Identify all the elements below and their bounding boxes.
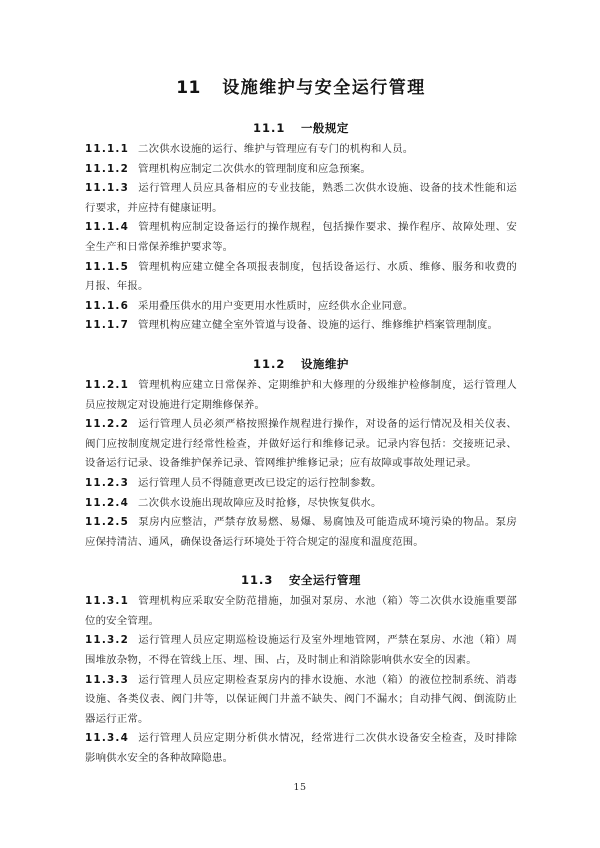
clause-number: 11.3.3	[85, 673, 130, 686]
clause-text: 运行管理人员必须严格按照操作规程进行操作，对设备的运行情况及相关仪表、阀门应按制度规定进行经常性检查，并做好运行和维修记录。记录内容包括：交接班记录、设备运行记录、设备维护保养记录、管网维护维修记录；应有故障或事故处理记录。	[85, 418, 517, 470]
chapter-title-text: 设施维护与安全运行管理	[222, 78, 426, 98]
clause	[85, 297, 517, 317]
clause-text: 管理机构应制定二次供水的管理制度和应急预案。	[138, 162, 372, 175]
clause-text: 管理机构应建立日常保养、定期维护和大修理的分级维护检修制度，运行管理人员应按规定对设施进行定期维修保养。	[85, 378, 517, 411]
clause-number: 11.3.1	[85, 595, 130, 608]
clause-number: 11.3.2	[85, 634, 130, 647]
section-clauses	[85, 592, 517, 768]
clause-number: 11.1.4	[85, 221, 130, 234]
clause	[85, 258, 517, 297]
section-title: 安全运行管理	[288, 573, 361, 588]
page-content	[85, 76, 517, 769]
clause-number: 11.2.4	[85, 496, 130, 509]
clause-text: 二次供水设施出现故障应及时抢修，尽快恢复供水。	[138, 496, 382, 509]
clause	[85, 671, 517, 730]
section-heading	[85, 121, 517, 135]
section-heading	[85, 573, 517, 587]
section-clauses	[85, 376, 517, 552]
clause-number: 11.2.5	[85, 516, 130, 529]
clause	[85, 140, 517, 160]
clause	[85, 415, 517, 474]
chapter-title	[85, 76, 517, 100]
clause-text: 管理机构应建立健全各项报表制度，包括设备运行、水质、维修、服务和收费的月报、年报。	[85, 260, 517, 293]
section-number: 11.3	[241, 573, 274, 588]
clause-number: 11.1.7	[85, 319, 130, 332]
clause	[85, 316, 517, 336]
section-number: 11.1	[253, 121, 286, 135]
clause	[85, 513, 517, 552]
clause-number: 11.1.3	[85, 182, 130, 195]
clause	[85, 160, 517, 180]
section	[85, 121, 517, 336]
section	[85, 573, 517, 768]
clause-text: 管理机构应采取安全防范措施，加强对泵房、水池（箱）等二次供水设施重要部位的安全管理。	[85, 595, 517, 627]
clause-text: 采用叠压供水的用户变更用水性质时，应经供水企业同意。	[138, 299, 414, 312]
clause-number: 11.1.1	[85, 143, 130, 155]
section-title: 一般规定	[300, 121, 349, 135]
clause	[85, 218, 517, 257]
page-number: 15	[293, 782, 307, 793]
clause	[85, 494, 517, 514]
clause-number: 11.1.5	[85, 260, 130, 273]
clause-number: 11.1.6	[85, 299, 130, 312]
clause-text: 运行管理人员不得随意更改已设定的运行控制参数。	[138, 476, 382, 489]
clause-text: 运行管理人员应具备相应的专业技能，熟悉二次供水设施、设备的技术性能和运行要求，并应持有健康证明。	[85, 182, 517, 214]
clause-text: 二次供水设施的运行、维护与管理应有专门的机构和人员。	[138, 143, 414, 155]
clause-text: 管理机构应建立健全室外管道与设备、设施的运行、维修维护档案管理制度。	[138, 319, 499, 332]
clause-number: 11.2.3	[85, 476, 130, 489]
clause-text: 运行管理人员应定期检查泵房内的排水设施、水池（箱）的液位控制系统、消毒设施、各类仪表、阀门井等，以保证阀门井盖不缺失、阀门不漏水；自动排气阀、倒流防止器运行正常。	[85, 673, 517, 725]
section-heading	[85, 357, 517, 371]
clause	[85, 592, 517, 631]
clause	[85, 376, 517, 415]
clause-number: 11.1.2	[85, 162, 130, 175]
clause	[85, 631, 517, 670]
section-clauses	[85, 140, 517, 336]
clause	[85, 179, 517, 218]
clause-text: 泵房内应整洁，严禁存放易燃、易爆、易腐蚀及可能造成环境污染的物品。泵房应保持清洁、通风，确保设备运行环境处于符合规定的湿度和温度范围。	[85, 516, 517, 548]
clause-number: 11.2.1	[85, 378, 130, 391]
clause-text: 管理机构应制定设备运行的操作规程，包括操作要求、操作程序、故障处理、安全生产和日常保养维护要求等。	[85, 221, 517, 253]
section-title: 设施维护	[300, 356, 349, 371]
clause	[85, 474, 517, 494]
sections-container	[85, 121, 517, 769]
clause	[85, 729, 517, 768]
clause-number: 11.2.2	[85, 418, 130, 431]
section	[85, 357, 517, 552]
chapter-number: 11	[176, 78, 201, 98]
clause-text: 运行管理人员应定期巡检设施运行及室外埋地管网，严禁在泵房、水池（箱）周围堆放杂物，不得在管线上压、埋、围、占，及时制止和消除影响供水安全的因素。	[85, 634, 517, 667]
section-number: 11.2	[253, 356, 286, 371]
clause-text: 运行管理人员应定期分析供水情况，经常进行二次供水设备安全检查，及时排除影响供水安全的各种故障隐患。	[85, 732, 517, 765]
clause-number: 11.3.4	[85, 732, 130, 745]
